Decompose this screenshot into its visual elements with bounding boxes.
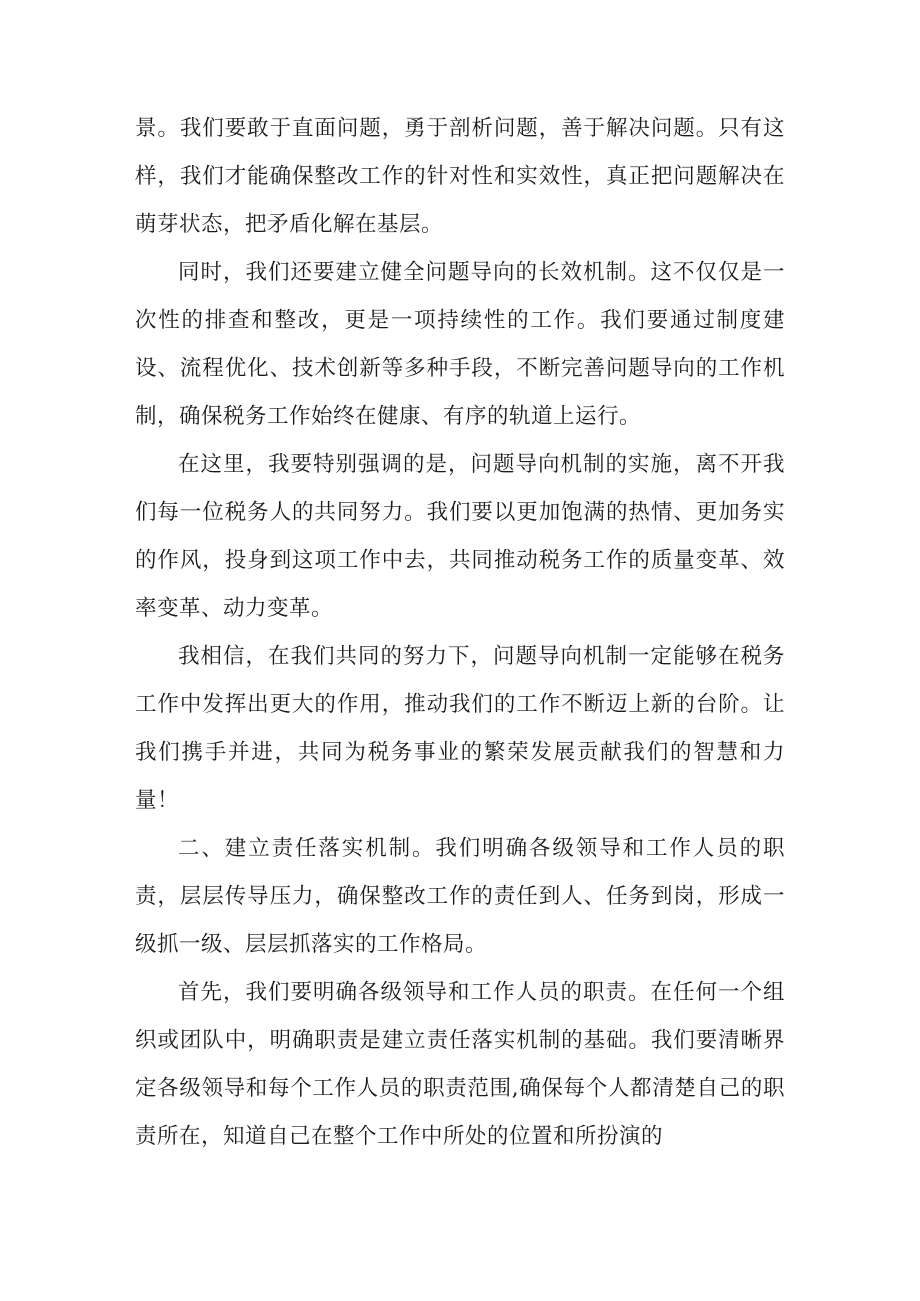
paragraph-6: 首先，我们要明确各级领导和工作人员的职责。在任何一个组织或团队中，明确职责是建立责任落实机制的基础。我们要清晰界定各级领导和每个工作人员的职责范围,确保每个人都清楚自己的职责所在，知道自己在整个工作中所处的位置和所扮演的 [135,980,785,1149]
paragraph-3: 在这里，我要特别强调的是，问题导向机制的实施，离不开我们每一位税务人的共同努力。我们要以更加饱满的热情、更加务实的作风，投身到这项工作中去，共同推动税务工作的质量变革、效率变革、动力变革。 [135,452,785,621]
paragraph-1: 景。我们要敢于直面问题，勇于剖析问题，善于解决问题。只有这样，我们才能确保整改工作的针对性和实效性，真正把问题解决在萌芽状态，把矛盾化解在基层。 [135,116,785,237]
paragraph-2: 同时，我们还要建立健全问题导向的长效机制。这不仅仅是一次性的排查和整改，更是一项持续性的工作。我们要通过制度建设、流程优化、技术创新等多种手段，不断完善问题导向的工作机制，确保税务工作始终在健康、有序的轨道上运行。 [135,260,785,429]
paragraph-4: 我相信，在我们共同的努力下，问题导向机制一定能够在税务工作中发挥出更大的作用，推动我们的工作不断迈上新的台阶。让我们携手并进，共同为税务事业的繁荣发展贡献我们的智慧和力量！ [135,644,785,813]
document-body [135,105,785,1161]
paragraph-5: 二、建立责任落实机制。我们明确各级领导和工作人员的职责，层层传导压力，确保整改工作的责任到人、任务到岗，形成一级抓一级、层层抓落实的工作格局。 [135,836,785,957]
